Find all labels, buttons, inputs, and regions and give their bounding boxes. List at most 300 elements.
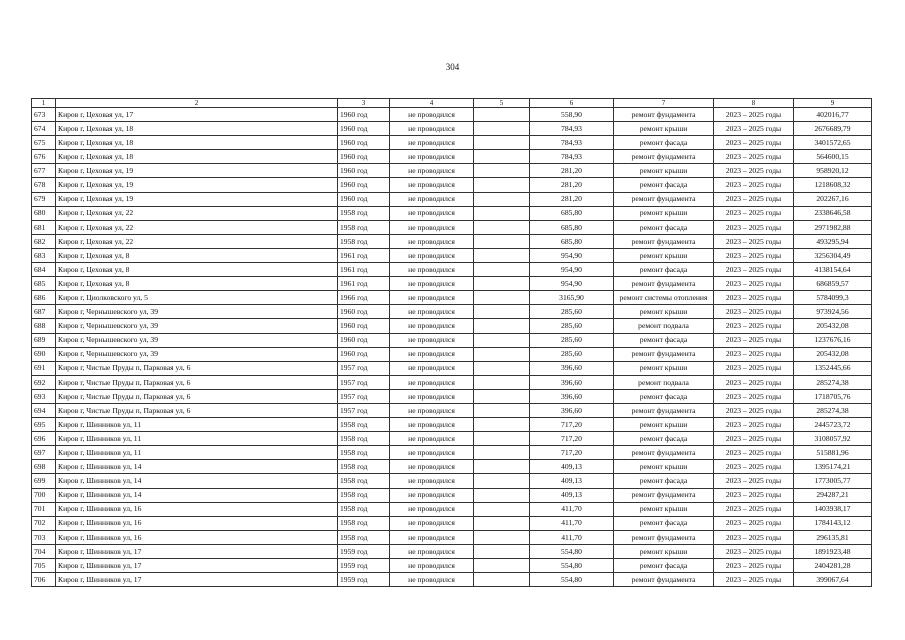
area-cell: 954,90 [530,263,614,277]
blank-cell [474,502,530,516]
row-number-cell: 692 [32,375,56,389]
blank-cell [474,150,530,164]
area-cell: 281,20 [530,178,614,192]
row-number-cell: 677 [32,164,56,178]
address-cell: Киров г, Цеховая ул, 17 [56,108,338,122]
blank-cell [474,488,530,502]
cost-cell: 205432,08 [794,319,872,333]
cost-cell: 285274,38 [794,403,872,417]
address-cell: Киров г, Чернышевского ул, 39 [56,333,338,347]
year-built-cell: 1958 год [338,432,390,446]
last-repair-cell: не проводился [390,263,474,277]
last-repair-cell: не проводился [390,432,474,446]
blank-cell [474,544,530,558]
cost-cell: 294287,21 [794,488,872,502]
period-cell: 2023 – 2025 годы [714,432,794,446]
last-repair-cell: не проводился [390,446,474,460]
table-row [32,178,872,192]
table-row [32,347,872,361]
work-type-cell: ремонт крыши [614,305,714,319]
last-repair-cell: не проводился [390,136,474,150]
table-row [32,248,872,262]
year-built-cell: 1958 год [338,488,390,502]
period-cell: 2023 – 2025 годы [714,136,794,150]
blank-cell [474,319,530,333]
blank-cell [474,305,530,319]
cost-cell: 2445723,72 [794,418,872,432]
area-cell: 685,80 [530,206,614,220]
table-row [32,389,872,403]
cost-cell: 515881,96 [794,446,872,460]
year-built-cell: 1957 год [338,389,390,403]
year-built-cell: 1959 год [338,544,390,558]
cost-cell: 2971982,88 [794,220,872,234]
work-type-cell: ремонт фундамента [614,108,714,122]
work-type-cell: ремонт фасада [614,432,714,446]
last-repair-cell: не проводился [390,347,474,361]
cost-cell: 1218608,32 [794,178,872,192]
year-built-cell: 1958 год [338,502,390,516]
work-type-cell: ремонт фундамента [614,192,714,206]
address-cell: Киров г, Цеховая ул, 19 [56,192,338,206]
header-row [32,99,872,108]
table-row [32,418,872,432]
column-header: 1 [32,99,56,108]
period-cell: 2023 – 2025 годы [714,122,794,136]
cost-cell: 402016,77 [794,108,872,122]
cost-cell: 564600,15 [794,150,872,164]
period-cell: 2023 – 2025 годы [714,277,794,291]
period-cell: 2023 – 2025 годы [714,544,794,558]
work-type-cell: ремонт крыши [614,122,714,136]
cost-cell: 493295,94 [794,234,872,248]
cost-cell: 202267,16 [794,192,872,206]
work-type-cell: ремонт подвала [614,375,714,389]
work-type-cell: ремонт фасада [614,389,714,403]
work-type-cell: ремонт крыши [614,206,714,220]
address-cell: Киров г, Шинников ул, 17 [56,559,338,573]
column-header: 3 [338,99,390,108]
cost-cell: 399067,64 [794,573,872,587]
area-cell: 281,20 [530,164,614,178]
work-type-cell: ремонт подвала [614,319,714,333]
year-built-cell: 1960 год [338,108,390,122]
column-header: 4 [390,99,474,108]
table-row [32,446,872,460]
table-row [32,305,872,319]
cost-cell: 958920,12 [794,164,872,178]
blank-cell [474,234,530,248]
last-repair-cell: не проводился [390,164,474,178]
area-cell: 954,90 [530,248,614,262]
last-repair-cell: не проводился [390,502,474,516]
address-cell: Киров г, Цеховая ул, 8 [56,263,338,277]
row-number-cell: 688 [32,319,56,333]
work-type-cell: ремонт крыши [614,502,714,516]
year-built-cell: 1961 год [338,248,390,262]
address-cell: Киров г, Цеховая ул, 18 [56,150,338,164]
cost-cell: 5784099,3 [794,291,872,305]
row-number-cell: 698 [32,460,56,474]
year-built-cell: 1960 год [338,347,390,361]
table-row [32,544,872,558]
cost-cell: 3256304,49 [794,248,872,262]
blank-cell [474,206,530,220]
area-cell: 784,93 [530,122,614,136]
cost-cell: 1403938,17 [794,502,872,516]
last-repair-cell: не проводился [390,573,474,587]
cost-cell: 2404281,28 [794,559,872,573]
row-number-cell: 706 [32,573,56,587]
address-cell: Киров г, Чернышевского ул, 39 [56,319,338,333]
area-cell: 409,13 [530,488,614,502]
address-cell: Киров г, Шинников ул, 11 [56,432,338,446]
address-cell: Киров г, Цеховая ул, 18 [56,122,338,136]
last-repair-cell: не проводился [390,418,474,432]
row-number-cell: 686 [32,291,56,305]
work-type-cell: ремонт системы отопления [614,291,714,305]
last-repair-cell: не проводился [390,319,474,333]
last-repair-cell: не проводился [390,488,474,502]
area-cell: 396,60 [530,361,614,375]
period-cell: 2023 – 2025 годы [714,474,794,488]
area-cell: 396,60 [530,403,614,417]
row-number-cell: 695 [32,418,56,432]
work-type-cell: ремонт фасада [614,136,714,150]
row-number-cell: 687 [32,305,56,319]
area-cell: 3165,90 [530,291,614,305]
table-row [32,150,872,164]
area-cell: 554,80 [530,544,614,558]
work-type-cell: ремонт крыши [614,361,714,375]
address-cell: Киров г, Шинников ул, 17 [56,573,338,587]
last-repair-cell: не проводился [390,361,474,375]
period-cell: 2023 – 2025 годы [714,516,794,530]
year-built-cell: 1958 год [338,516,390,530]
period-cell: 2023 – 2025 годы [714,248,794,262]
blank-cell [474,277,530,291]
address-cell: Киров г, Цеховая ул, 22 [56,206,338,220]
period-cell: 2023 – 2025 годы [714,291,794,305]
year-built-cell: 1960 год [338,319,390,333]
area-cell: 717,20 [530,446,614,460]
column-header: 8 [714,99,794,108]
blank-cell [474,333,530,347]
blank-cell [474,418,530,432]
row-number-cell: 683 [32,248,56,262]
work-type-cell: ремонт фасада [614,333,714,347]
address-cell: Киров г, Чистые Пруды п, Парковая ул, 6 [56,403,338,417]
area-cell: 554,80 [530,559,614,573]
cost-cell: 686859,57 [794,277,872,291]
year-built-cell: 1958 год [338,460,390,474]
address-cell: Киров г, Цеховая ул, 8 [56,248,338,262]
address-cell: Киров г, Чернышевского ул, 39 [56,347,338,361]
table-row [32,474,872,488]
cost-cell: 1395174,21 [794,460,872,474]
blank-cell [474,122,530,136]
address-cell: Киров г, Чистые Пруды п, Парковая ул, 6 [56,389,338,403]
cost-cell: 2676689,79 [794,122,872,136]
last-repair-cell: не проводился [390,291,474,305]
row-number-cell: 705 [32,559,56,573]
row-number-cell: 674 [32,122,56,136]
row-number-cell: 690 [32,347,56,361]
cost-cell: 205432,08 [794,347,872,361]
table-row [32,319,872,333]
year-built-cell: 1960 год [338,178,390,192]
blank-cell [474,248,530,262]
address-cell: Киров г, Цеховая ул, 19 [56,178,338,192]
row-number-cell: 679 [32,192,56,206]
blank-cell [474,389,530,403]
blank-cell [474,474,530,488]
blank-cell [474,375,530,389]
address-cell: Киров г, Шинников ул, 14 [56,488,338,502]
table-row [32,122,872,136]
last-repair-cell: не проводился [390,234,474,248]
address-cell: Киров г, Цеховая ул, 8 [56,277,338,291]
column-header: 2 [56,99,338,108]
period-cell: 2023 – 2025 годы [714,333,794,347]
year-built-cell: 1960 год [338,192,390,206]
table-row [32,361,872,375]
cost-cell: 3108057,92 [794,432,872,446]
blank-cell [474,432,530,446]
address-cell: Киров г, Шинников ул, 14 [56,474,338,488]
address-cell: Киров г, Цеховая ул, 18 [56,136,338,150]
year-built-cell: 1957 год [338,375,390,389]
period-cell: 2023 – 2025 годы [714,403,794,417]
address-cell: Киров г, Чернышевского ул, 39 [56,305,338,319]
address-cell: Киров г, Циолковского ул, 5 [56,291,338,305]
year-built-cell: 1959 год [338,573,390,587]
area-cell: 411,70 [530,530,614,544]
cost-cell: 1891923,48 [794,544,872,558]
row-number-cell: 703 [32,530,56,544]
blank-cell [474,516,530,530]
period-cell: 2023 – 2025 годы [714,263,794,277]
period-cell: 2023 – 2025 годы [714,192,794,206]
blank-cell [474,220,530,234]
column-header: 5 [474,99,530,108]
last-repair-cell: не проводился [390,460,474,474]
blank-cell [474,192,530,206]
table-row [32,277,872,291]
area-cell: 554,80 [530,573,614,587]
work-type-cell: ремонт фундамента [614,446,714,460]
area-cell: 285,60 [530,305,614,319]
area-cell: 281,20 [530,192,614,206]
work-type-cell: ремонт фундамента [614,347,714,361]
table-row [32,516,872,530]
blank-cell [474,460,530,474]
year-built-cell: 1959 год [338,559,390,573]
last-repair-cell: не проводился [390,220,474,234]
blank-cell [474,361,530,375]
table-row [32,220,872,234]
area-cell: 411,70 [530,502,614,516]
work-type-cell: ремонт фундамента [614,488,714,502]
table-row [32,530,872,544]
period-cell: 2023 – 2025 годы [714,573,794,587]
area-cell: 954,90 [530,277,614,291]
row-number-cell: 694 [32,403,56,417]
address-cell: Киров г, Шинников ул, 17 [56,544,338,558]
work-type-cell: ремонт фундамента [614,573,714,587]
address-cell: Киров г, Шинников ул, 11 [56,418,338,432]
last-repair-cell: не проводился [390,333,474,347]
last-repair-cell: не проводился [390,559,474,573]
table-row [32,291,872,305]
last-repair-cell: не проводился [390,474,474,488]
row-number-cell: 689 [32,333,56,347]
blank-cell [474,178,530,192]
last-repair-cell: не проводился [390,178,474,192]
year-built-cell: 1958 год [338,206,390,220]
table-row [32,375,872,389]
cost-cell: 1784143,12 [794,516,872,530]
last-repair-cell: не проводился [390,375,474,389]
blank-cell [474,263,530,277]
table-row [32,502,872,516]
cost-cell: 3401572,65 [794,136,872,150]
year-built-cell: 1960 год [338,136,390,150]
area-cell: 396,60 [530,375,614,389]
cost-cell: 1773005,77 [794,474,872,488]
period-cell: 2023 – 2025 годы [714,418,794,432]
year-built-cell: 1960 год [338,164,390,178]
last-repair-cell: не проводился [390,305,474,319]
period-cell: 2023 – 2025 годы [714,178,794,192]
row-number-cell: 691 [32,361,56,375]
work-type-cell: ремонт фасада [614,263,714,277]
row-number-cell: 699 [32,474,56,488]
period-cell: 2023 – 2025 годы [714,559,794,573]
cost-cell: 4138154,64 [794,263,872,277]
period-cell: 2023 – 2025 годы [714,361,794,375]
cost-cell: 296135,81 [794,530,872,544]
area-cell: 784,93 [530,136,614,150]
address-cell: Киров г, Шинников ул, 16 [56,502,338,516]
work-type-cell: ремонт крыши [614,164,714,178]
work-type-cell: ремонт фасада [614,178,714,192]
work-type-cell: ремонт фасада [614,474,714,488]
table-row [32,263,872,277]
period-cell: 2023 – 2025 годы [714,389,794,403]
area-cell: 717,20 [530,418,614,432]
cost-cell: 2338646,58 [794,206,872,220]
table-row [32,403,872,417]
row-number-cell: 700 [32,488,56,502]
blank-cell [474,108,530,122]
table-row [32,108,872,122]
row-number-cell: 702 [32,516,56,530]
area-cell: 285,60 [530,347,614,361]
table-row [32,164,872,178]
period-cell: 2023 – 2025 годы [714,530,794,544]
area-cell: 717,20 [530,432,614,446]
last-repair-cell: не проводился [390,403,474,417]
table-row [32,488,872,502]
work-type-cell: ремонт фасада [614,220,714,234]
last-repair-cell: не проводился [390,530,474,544]
work-type-cell: ремонт фундамента [614,530,714,544]
blank-cell [474,573,530,587]
cost-cell: 973924,56 [794,305,872,319]
work-type-cell: ремонт крыши [614,544,714,558]
table-row [32,192,872,206]
row-number-cell: 696 [32,432,56,446]
blank-cell [474,530,530,544]
row-number-cell: 693 [32,389,56,403]
address-cell: Киров г, Цеховая ул, 19 [56,164,338,178]
area-cell: 285,60 [530,333,614,347]
work-type-cell: ремонт фундамента [614,403,714,417]
address-cell: Киров г, Шинников ул, 14 [56,460,338,474]
period-cell: 2023 – 2025 годы [714,446,794,460]
housing-repair-table [31,98,872,587]
year-built-cell: 1960 год [338,150,390,164]
year-built-cell: 1958 год [338,474,390,488]
address-cell: Киров г, Шинников ул, 16 [56,516,338,530]
period-cell: 2023 – 2025 годы [714,305,794,319]
row-number-cell: 676 [32,150,56,164]
year-built-cell: 1958 год [338,418,390,432]
year-built-cell: 1958 год [338,220,390,234]
blank-cell [474,446,530,460]
blank-cell [474,136,530,150]
row-number-cell: 680 [32,206,56,220]
address-cell: Киров г, Шинников ул, 11 [56,446,338,460]
cost-cell: 1352445,66 [794,361,872,375]
blank-cell [474,291,530,305]
cost-cell: 285274,38 [794,375,872,389]
year-built-cell: 1966 год [338,291,390,305]
address-cell: Киров г, Чистые Пруды п, Парковая ул, 6 [56,361,338,375]
period-cell: 2023 – 2025 годы [714,347,794,361]
table-row [32,573,872,587]
blank-cell [474,347,530,361]
row-number-cell: 681 [32,220,56,234]
work-type-cell: ремонт фасада [614,559,714,573]
area-cell: 396,60 [530,389,614,403]
row-number-cell: 673 [32,108,56,122]
period-cell: 2023 – 2025 годы [714,502,794,516]
last-repair-cell: не проводился [390,192,474,206]
row-number-cell: 685 [32,277,56,291]
area-cell: 409,13 [530,474,614,488]
period-cell: 2023 – 2025 годы [714,488,794,502]
last-repair-cell: не проводился [390,206,474,220]
year-built-cell: 1960 год [338,333,390,347]
year-built-cell: 1958 год [338,530,390,544]
table-row [32,432,872,446]
row-number-cell: 704 [32,544,56,558]
blank-cell [474,559,530,573]
period-cell: 2023 – 2025 годы [714,220,794,234]
area-cell: 285,60 [530,319,614,333]
last-repair-cell: не проводился [390,108,474,122]
column-header: 7 [614,99,714,108]
column-header: 6 [530,99,614,108]
row-number-cell: 675 [32,136,56,150]
cost-cell: 1237676,16 [794,333,872,347]
work-type-cell: ремонт фундамента [614,277,714,291]
table-row [32,234,872,248]
blank-cell [474,164,530,178]
page-number: 304 [445,62,460,72]
